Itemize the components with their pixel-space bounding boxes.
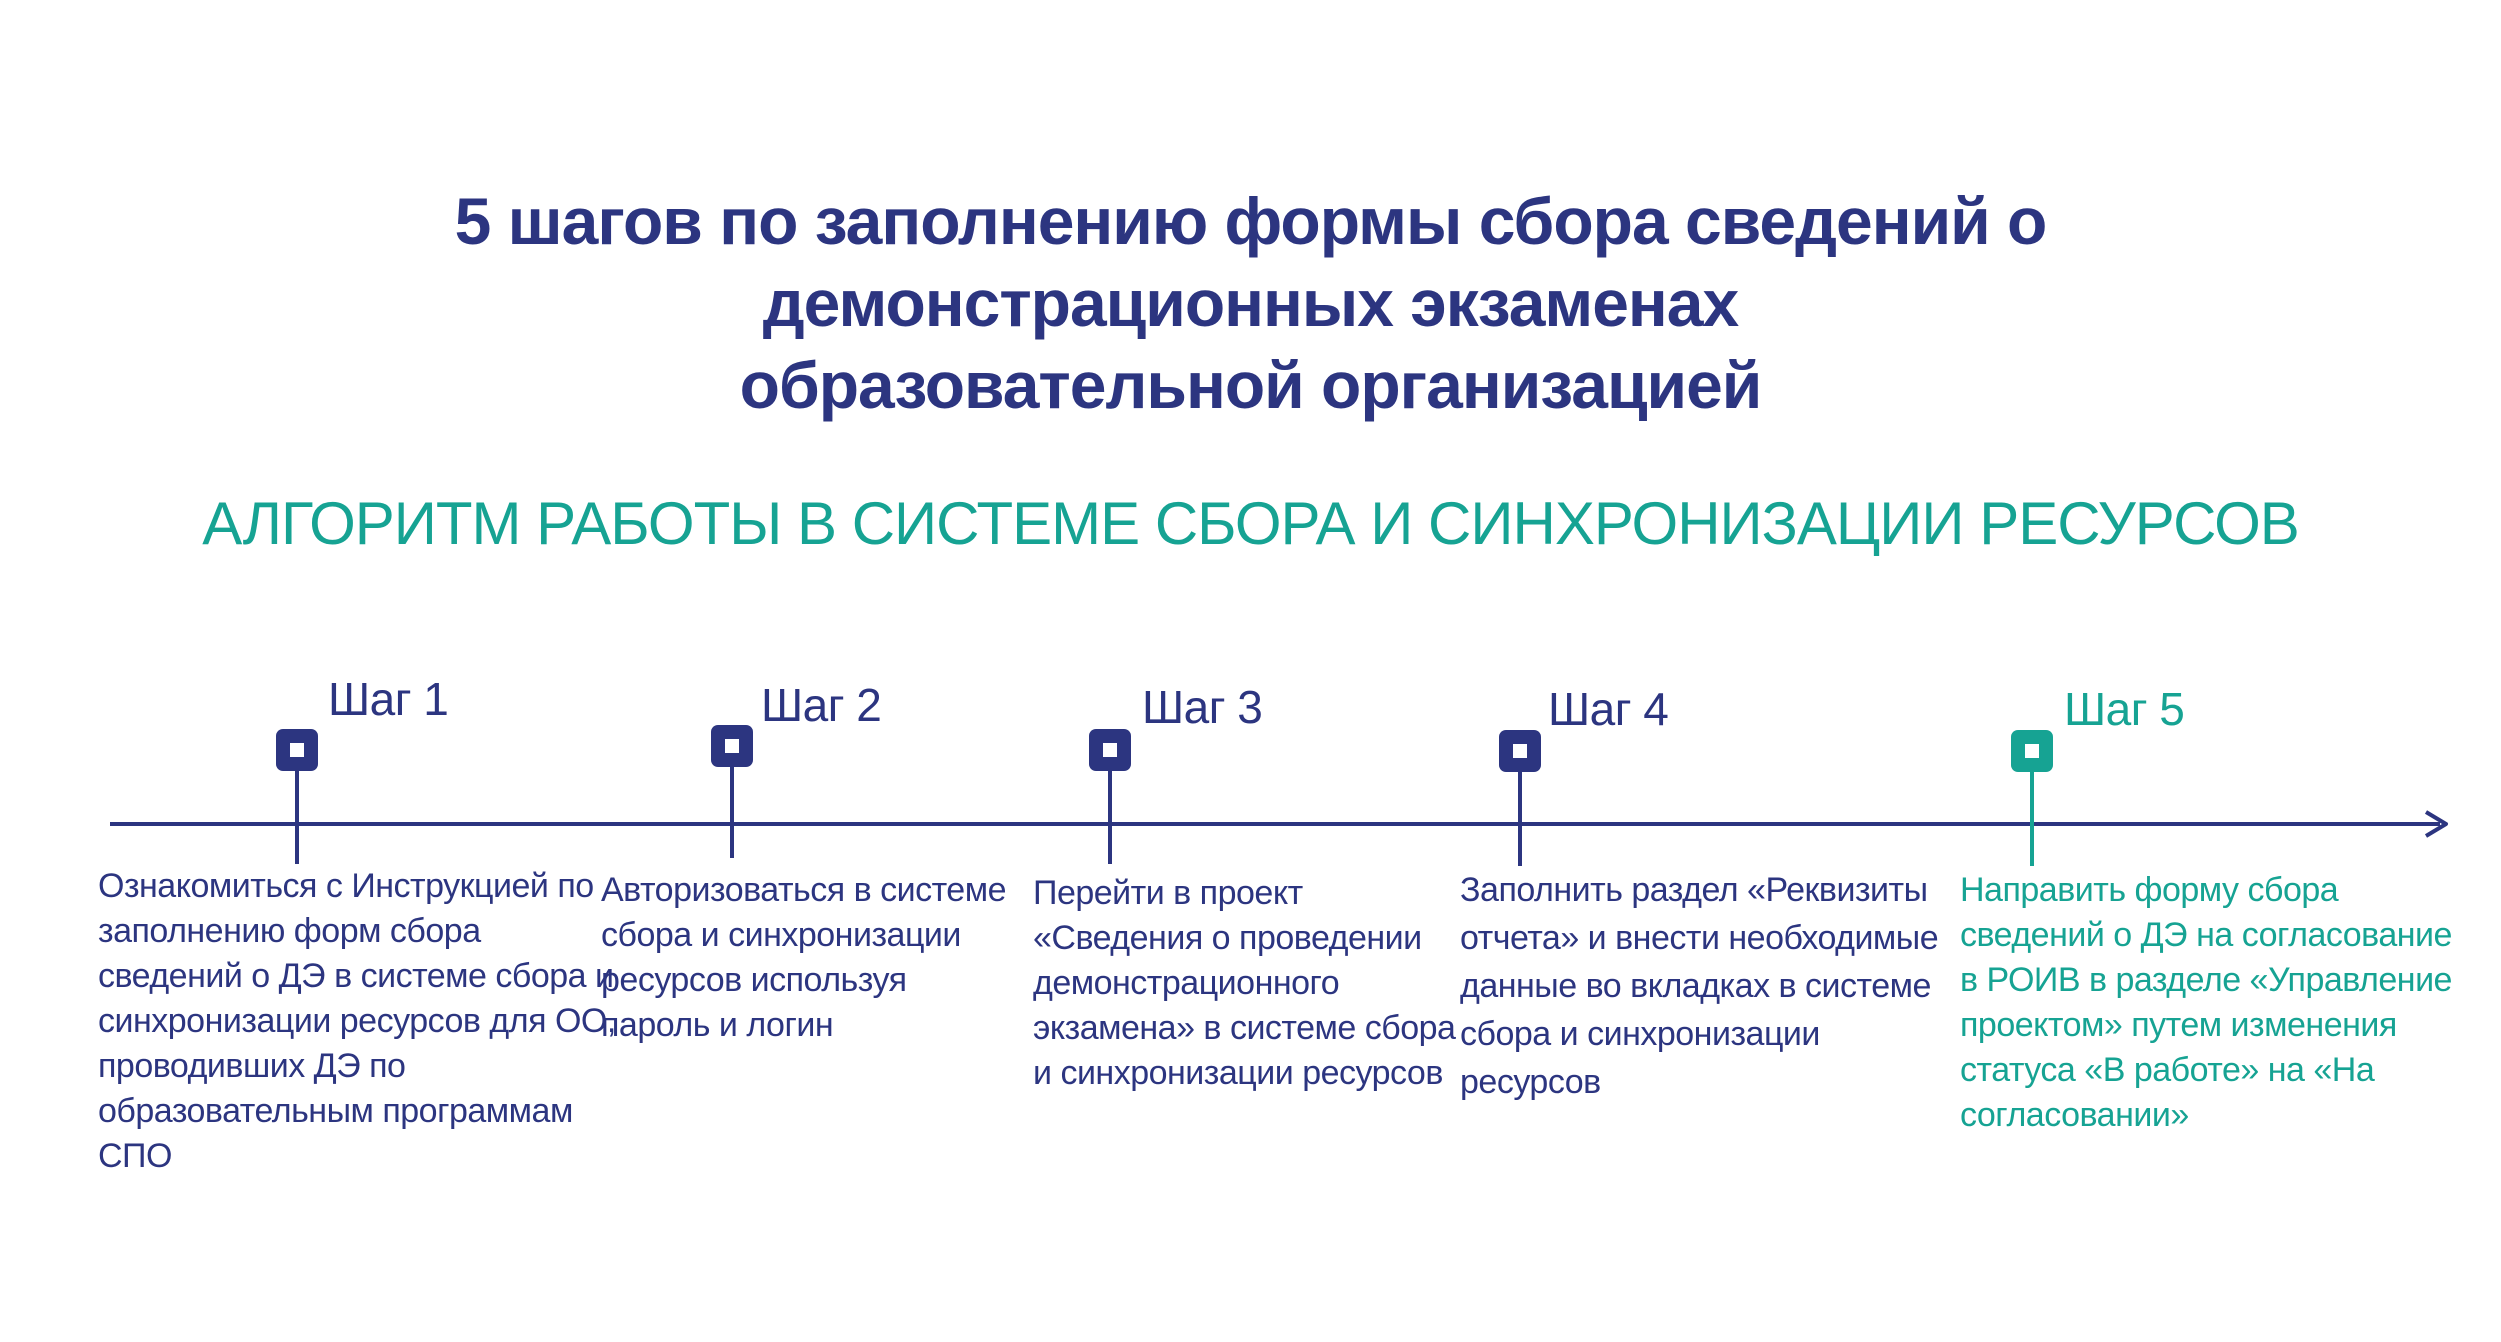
step-marker-1 (276, 729, 318, 864)
step-label-1: Шаг 1 (328, 673, 449, 725)
step-description-3 (1033, 871, 1455, 1096)
step-marker-2 (711, 725, 753, 858)
step-1-line: синхронизации ресурсов для ОО, (98, 1002, 616, 1040)
title-line-3: образовательной организацией (739, 348, 1762, 422)
step-2-line: ресурсов используя (601, 961, 907, 999)
step-5-line: Направить форму сбора (1960, 871, 2339, 909)
step-marker-3 (1089, 729, 1131, 864)
step-1-line: СПО (98, 1137, 172, 1175)
step-1-line: образовательным программам (98, 1092, 573, 1130)
step-4-line: Заполнить раздел «Реквизиты (1460, 871, 1928, 909)
step-3-line: Перейти в проект (1033, 874, 1303, 912)
step-node-icon-4 (1499, 730, 1541, 772)
step-5-line: проектом» путем изменения (1960, 1006, 2397, 1044)
subtitle: АЛГОРИТМ РАБОТЫ В СИСТЕМЕ СБОРА И СИНХРОНИЗАЦИИ РЕСУРСОВ (202, 490, 2299, 557)
step-2-line: Авторизоваться в системе (601, 871, 1006, 909)
step-5-line: согласовании» (1960, 1096, 2189, 1134)
step-node-icon-2 (711, 725, 753, 767)
step-label-4: Шаг 4 (1548, 683, 1669, 735)
step-4-line: ресурсов (1460, 1063, 1601, 1101)
step-3-line: демонстрационного (1033, 964, 1340, 1002)
step-4-line: сбора и синхронизации (1460, 1015, 1820, 1053)
step-3-line: «Сведения о проведении (1033, 919, 1422, 957)
step-4-line: отчета» и внести необходимые (1460, 919, 1939, 957)
step-4-line: данные во вкладках в системе (1460, 967, 1931, 1005)
step-1-line: Ознакомиться с Инструкцией по (98, 867, 594, 905)
step-1-line: проводивших ДЭ по (98, 1047, 406, 1085)
step-2-line: пароль и логин (601, 1006, 834, 1044)
step-label-3: Шаг 3 (1142, 681, 1263, 733)
step-description-5 (1960, 868, 2452, 1138)
step-3-line: экзамена» в системе сбора (1033, 1009, 1456, 1047)
step-1-line: заполнению форм сбора (98, 912, 481, 950)
step-description-2 (601, 868, 1006, 1048)
step-node-icon-5 (2011, 730, 2053, 772)
step-node-icon-1 (276, 729, 318, 771)
page-title (0, 180, 2501, 426)
step-3-line: и синхронизации ресурсов (1033, 1054, 1443, 1092)
step-label-5: Шаг 5 (2064, 683, 2185, 735)
step-description-4 (1460, 866, 1938, 1106)
step-description-1 (98, 864, 616, 1179)
step-2-line: сбора и синхронизации (601, 916, 961, 954)
timeline-arrow-icon (2426, 812, 2446, 836)
step-marker-5 (2011, 730, 2053, 866)
step-label-2: Шаг 2 (761, 679, 882, 731)
title-line-2: демонстрационных экзаменах (762, 266, 1739, 340)
step-node-icon-3 (1089, 729, 1131, 771)
title-line-1: 5 шагов по заполнению формы сбора сведений о (454, 184, 2047, 258)
step-5-line: в РОИВ в разделе «Управление (1960, 961, 2452, 999)
step-5-line: сведений о ДЭ на согласование (1960, 916, 2452, 954)
step-marker-4 (1499, 730, 1541, 866)
step-5-line: статуса «В работе» на «На (1960, 1051, 2375, 1089)
step-1-line: сведений о ДЭ в системе сбора и (98, 957, 614, 995)
